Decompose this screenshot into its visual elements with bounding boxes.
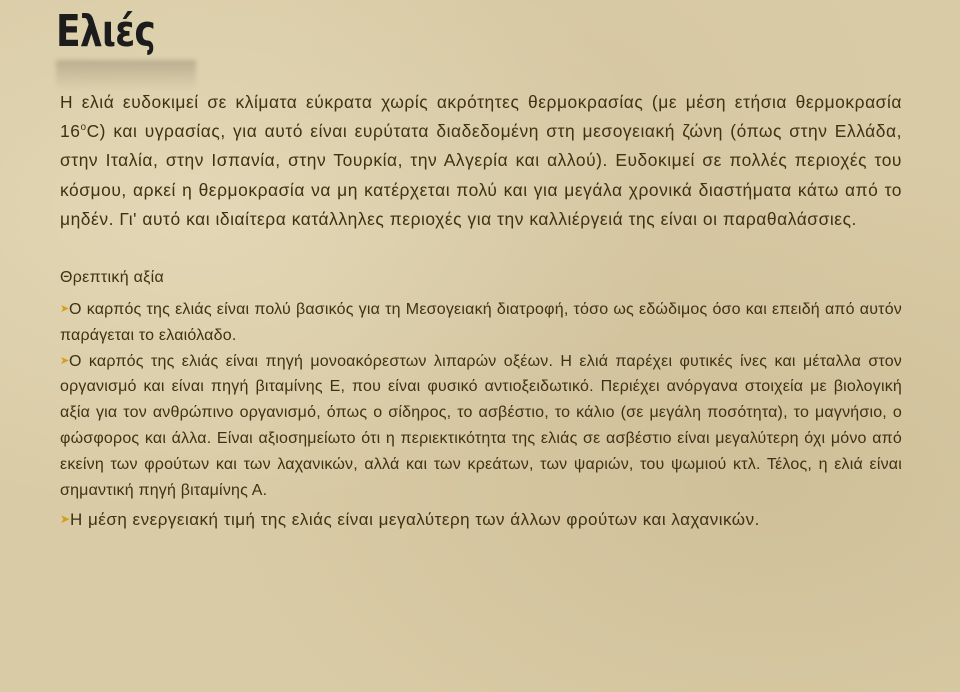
intro-text-part2: C) και υγρασίας, για αυτό είναι ευρύτατα διαδεδομένη στη μεσογειακή ζώνη (όπως στην Ελλάδα, στην Ιταλία, στην Ισπανία, στην Τουρκία, την Αλγερία και αλλού). Ευδοκιμεί σε πολλές περιοχές του κόσμου, αρκεί η θερμοκρασία να μη κατέρχεται πολύ και για μεγάλα χρονικά διαστήματα κάτω από το μηδέν. Γι' αυτό και ιδιαίτερα κατάλληλες περιοχές για την καλλιέργειά της είναι οι παραθαλάσσιες. — [60, 121, 902, 229]
bullet-item — [60, 507, 902, 533]
section-heading: Θρεπτική αξία — [60, 269, 165, 287]
bullet-item — [60, 349, 902, 504]
title-shadow — [56, 60, 196, 90]
bullet-text: Ο καρπός της ελιάς είναι πολύ βασικός για τη Μεσογειακή διατροφή, τόσο ως εδώδιμος όσο και επειδή από αυτόν παράγεται το ελαιόλαδο. — [60, 301, 902, 344]
bullet-item — [60, 297, 902, 349]
bullet-text: Ο καρπός της ελιάς είναι πηγή μονοακόρεστων λιπαρών οξέων. Η ελιά παρέχει φυτικές ίνες και μέταλλα στον οργανισμό και είναι πηγή βιταμίνης Ε, που είναι φυσικό αντιοξειδωτικό. Περιέχει ανόργανα στοιχεία με βιολογική αξία για τον ανθρώπινο οργανισμό, όπως ο σίδηρος, το ασβέστιο, το κάλιο (σε μεγάλη ποσότητα), το μαγνήσιο, ο φώσφορος και άλλα. Είναι αξιοσημείωτο ότι η περιεκτικότητα της ελιάς σε ασβέστιο είναι μεγαλύτερη όχι μόνο από εκείνη των φρούτων και των λαχανικών, αλλά και των κρεάτων, των ψαριών, του ψωμιού κτλ. Τέλος, η ελιά είναι σημαντική πηγή βιταμίνης Α. — [60, 352, 902, 499]
intro-superscript: ο — [80, 122, 87, 134]
intro-text-part1: Η ελιά ευδοκιμεί σε κλίματα εύκρατα χωρίς ακρότητες θερμοκρασίας (με μέση ετήσια θερμοκρασία 16 — [60, 92, 902, 142]
intro-paragraph — [60, 88, 902, 234]
arrow-bullet-icon: ➤ — [60, 354, 70, 367]
slide-title: Ελιές — [56, 6, 155, 57]
arrow-bullet-icon: ➤ — [60, 512, 71, 527]
bullet-text: Η μέση ενεργειακή τιμή της ελιάς είναι μεγαλύτερη των άλλων φρούτων και λαχανικών. — [70, 510, 760, 530]
arrow-bullet-icon: ➤ — [60, 303, 70, 316]
slide-content — [60, 88, 902, 533]
